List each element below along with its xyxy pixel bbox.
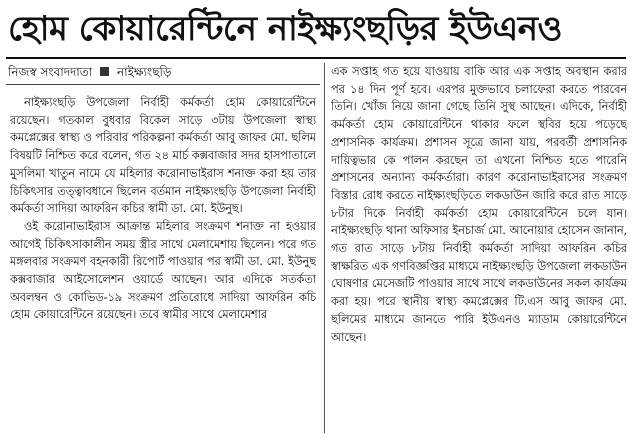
paragraph: ওই করোনাভাইরাস আক্রান্ত মহিলার সংক্রমণ শনাক্ত না হওয়ার আগেই চিকিৎসাকালীন সময় স্ত্রীর সাথে মেলামেশায় ছিলেন। পরে গত মঙ্গলবার সংক্রমণ বহনকারী রিপোর্ট পাওয়ার পর স্বামী ডা. মো. ইউনুছ কক্সবাজার আইসোলেশন ওয়ার্ডে আছেন। আর এদিকে সতর্কতা অবলম্বন ও কোভিড-১৯ সংক্রমণ প্রতিরোধে সাদিয়া আফরিন কচি হোম কোয়ারেন্টিনে রয়েছেন। তবে স্বামীর সাথে মেলামেশার	[10, 218, 316, 322]
left-column	[10, 94, 316, 434]
byline-location: নাইক্ষ্যংছড়ি	[116, 65, 172, 79]
column-divider	[324, 63, 325, 433]
headline-rule	[6, 57, 626, 59]
byline-reporter: নিজস্ব সংবাদদাতা	[8, 65, 93, 79]
byline-rule	[6, 84, 320, 85]
right-column	[331, 63, 627, 435]
paragraph: নাইক্ষ্যংছড়ি উপজেলা নির্বাহী কর্মকর্তা হোম কোয়ারেন্টিনে রয়েছেন। গতকাল বুধবার বিকেল সাড়ে ৩টায় উপজেলা স্বাস্থ্য কমপ্লেক্সের স্বাস্থ্য ও পরিবার পরিকল্পনা কর্মকর্তা আবু জাফর মো. ছলিম বিষয়টি নিশ্চিত করে বলেন, গত ২৪ মার্চ কক্সবাজার সদর হাসপাতালে মুসলিমা খাতুন নামে যে মহিলার করোনাভাইরাস শনাক্ত করা হয় তার চিকিৎসার তত্ত্বাবধানে ছিলেন বর্তমান নাইক্ষ্যংছড়ি উপজেলা নির্বাহী কর্মকর্তা সাদিয়া আফরিন কচির স্বামী ডা. মো. ইউনুছ।	[10, 95, 316, 216]
paragraph: এক সপ্তাহ গত হয়ে যাওয়ায় বাকি আর এক সপ্তাহ অবস্থান করার পর ১৪ দিন পূর্ণ হবে। এরপর মুক্তভাবে চলাফেরা করতে পারবেন তিনি। খোঁজ নিয়ে জানা গেছে তিনি সুস্থ আছেন। এদিকে, নির্বাহী কর্মকর্তা হোম কোয়ারেন্টিনে থাকার ফলে স্থবির হয়ে পড়েছে প্রশাসনিক কার্যক্রম। প্রশাসন সূত্রে জানা যায়, পরবর্তী প্রশাসনিক দায়িত্বভার কে পালন করছেন তা এখনো নিশ্চিত হতে পারেনি প্রশাসনের অন্যান্য কর্মকর্তারা। কারণ করোনাভাইরাসের সংক্রমণ বিস্তার রোধ করতে নাইক্ষ্যংছড়িতে লকডাউন জারি করে রাত সাড়ে ৮টার দিকে নির্বাহী কর্মকর্তা হোম কোয়ারেন্টিনে চলে যান। নাইক্ষ্যংছড়ি থানা অফিসার ইনচার্জ মো. আনোয়ার হোসেন জানান, গত রাত সাড়ে ৮টায় নির্বাহী কর্মকর্তা সাদিয়া আফরিন কচির স্বাক্ষরিত এক গণবিজ্ঞপ্তির মাধ্যমে নাইক্ষ্যংছড়ি উপজেলা লকডাউন ঘোষণার মেসেজটি পাওয়ার সাথে সাথে লকডাউনের সকল কার্যক্রম করা হয়। পরে স্থানীয় স্বাস্থ্য কমপ্লেক্সের টি.এস আবু জাফর মো. ছলিমের মাধ্যমে জানতে পারি ইউএনও ম্যাডাম কোয়ারেন্টিনে আছেন।	[331, 64, 627, 344]
square-bullet-icon	[100, 67, 109, 76]
byline	[8, 63, 318, 81]
headline: হোম কোয়ারেন্টিনে নাইক্ষ্যংছড়ির ইউএনও	[8, 9, 563, 49]
